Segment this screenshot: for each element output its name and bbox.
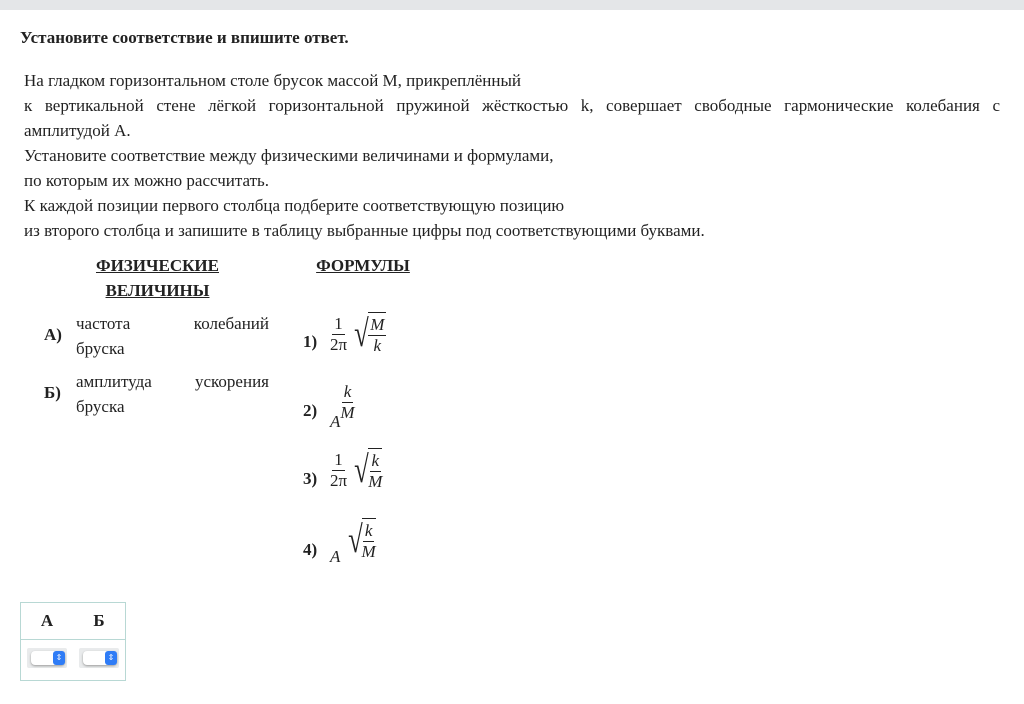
numerator: k [371,451,380,470]
formula-label-1: 1) [303,332,318,351]
text-line: К каждой позиции первого столбца подберите соответствующую позицию [24,196,565,215]
text-line: к вертикальной стене лёгкой горизонтальной пружиной жёсткостью k, совершает свободные гармонические колебания с [24,96,1000,115]
answer-header-a: А [21,603,74,640]
denominator: M [368,472,383,491]
quantity-label-b: Б) [44,383,61,402]
numerator: 1 [334,449,343,469]
denominator: M [361,542,376,561]
base: A [330,412,341,431]
task-heading: Установите соответствие и впишите ответ. [20,28,349,47]
numerator: k [364,521,373,540]
denominator: 2π [330,470,348,490]
formula-4 [330,518,376,566]
text-line: Установите соответствие между физическими величинами и формулами, [24,146,554,165]
sqrt-icon: √ $\frac{k}{M}$ [347,519,376,561]
formula-label-3: 3) [303,469,318,488]
formula-1 [330,312,386,356]
text-line: амплитудой A. [24,121,131,140]
base: A [330,546,341,566]
text-line: На гладком горизонтальном столе брусок массой M, прикреплённый [24,71,522,90]
quantity-b [76,369,269,419]
top-bar [0,0,1024,10]
denominator: M [340,403,355,422]
chevron-up-down-icon: ⇕ [53,651,65,665]
chevron-up-down-icon: ⇕ [105,651,117,665]
word: бруска [76,397,125,416]
numerator: 1 [334,313,343,333]
sqrt-icon: √ $\frac{M}{k}$ [354,313,385,355]
denominator: 2π [330,334,348,354]
header-line: ВЕЛИЧИНЫ [105,281,210,300]
quantity-label-a: А) [44,325,62,344]
answer-select-a[interactable] [27,648,67,668]
formula-3 [330,448,382,492]
text-line: из второго столбца и запишите в таблицу выбранные цифры под соответствующими буквами. [24,221,705,240]
word: бруска [76,339,125,358]
formula-2 [330,382,355,431]
quantity-a [76,311,269,361]
column-header-quantities [80,253,235,303]
column-header-formulas: ФОРМУЛЫ [316,256,410,275]
text-line: по которым их можно рассчитать. [24,171,270,190]
numerator: M [370,315,385,334]
sqrt-icon: √ $\frac{k}{M}$ [354,449,383,491]
word: амплитуда [76,372,152,391]
task-text [24,68,1000,243]
word: колебаний [193,314,269,333]
answer-header-b: Б [73,603,126,640]
word: ускорения [194,372,269,391]
answer-table [20,602,126,681]
denominator: k [373,336,382,355]
formula-label-4: 4) [303,540,318,559]
numerator: k [343,382,352,401]
header-line: ФИЗИЧЕСКИЕ [95,256,219,275]
formula-label-2: 2) [303,401,318,420]
word: частота [76,314,131,333]
answer-select-b[interactable] [79,648,119,668]
